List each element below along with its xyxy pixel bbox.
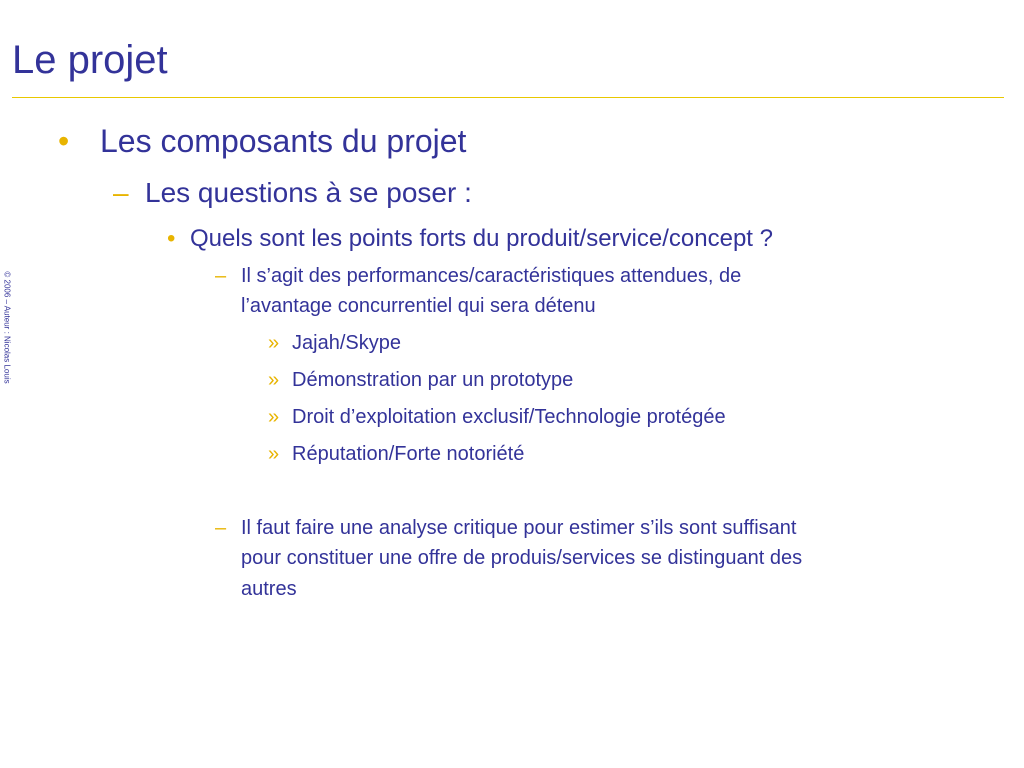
bullet-level2 bbox=[113, 176, 472, 210]
title-divider bbox=[12, 97, 1004, 98]
bullet-level4-point1-continuation bbox=[241, 291, 596, 321]
bullet-text: Quels sont les points forts du produit/service/concept ? bbox=[190, 225, 773, 252]
bullet-level4-point2-continuation bbox=[241, 543, 802, 573]
example-item bbox=[268, 328, 401, 358]
chevron-marker: » bbox=[268, 369, 280, 391]
chevron-marker: » bbox=[268, 443, 280, 465]
bullet-text: Les composants du projet bbox=[100, 123, 467, 159]
chevron-marker: » bbox=[268, 406, 280, 428]
example-item bbox=[268, 402, 726, 432]
bullet-text-line3: autres bbox=[241, 578, 297, 600]
bullet-level4-point2-continuation bbox=[241, 574, 297, 604]
bullet-level3 bbox=[167, 224, 773, 254]
example-text: Démonstration par un prototype bbox=[292, 369, 574, 391]
copyright-text: © 2006 – Auteur : Nicolas Louis bbox=[2, 271, 12, 384]
chevron-marker: » bbox=[268, 332, 280, 354]
example-text: Réputation/Forte notoriété bbox=[292, 443, 525, 465]
bullet-level4-point1 bbox=[215, 261, 742, 291]
copyright-note bbox=[0, 255, 14, 400]
bullet-dot-marker: • bbox=[58, 123, 70, 159]
dash-marker: – bbox=[113, 177, 129, 208]
bullet-text-line2: l’avantage concurrentiel qui sera détenu bbox=[241, 295, 596, 317]
bullet-level1 bbox=[58, 122, 467, 160]
bullet-text-line1: Il faut faire une analyse critique pour estimer s’ils sont suffisant bbox=[241, 517, 797, 539]
slide-title: Le projet bbox=[12, 38, 168, 82]
bullet-text-line2: pour constituer une offre de produis/services se distinguant des bbox=[241, 547, 803, 569]
bullet-text: Les questions à se poser : bbox=[145, 177, 472, 208]
bullet-level4-point2 bbox=[215, 513, 797, 543]
example-item bbox=[268, 365, 574, 395]
dash-marker: – bbox=[215, 265, 227, 287]
bullet-dot-marker: • bbox=[167, 225, 176, 252]
dash-marker: – bbox=[215, 517, 227, 539]
example-text: Droit d’exploitation exclusif/Technologie protégée bbox=[292, 406, 726, 428]
example-text: Jajah/Skype bbox=[292, 332, 401, 354]
bullet-text-line1: Il s’agit des performances/caractéristiques attendues, de bbox=[241, 265, 742, 287]
example-item bbox=[268, 439, 525, 469]
